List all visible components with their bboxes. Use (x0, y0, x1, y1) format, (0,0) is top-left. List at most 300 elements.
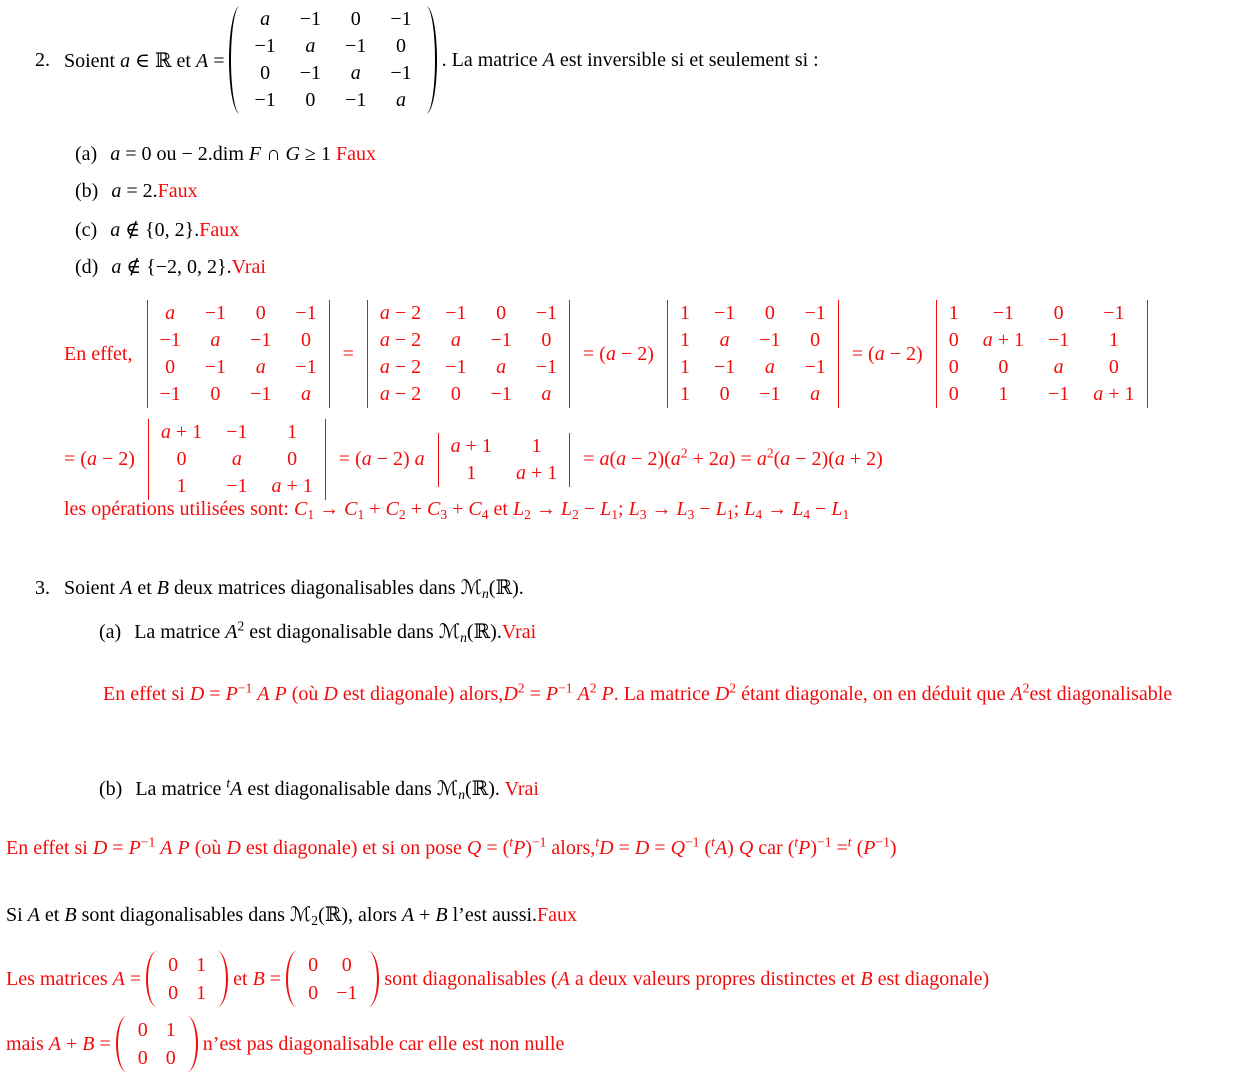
math-segment: L (831, 498, 843, 520)
matrix-cell: a − 2 (379, 383, 422, 405)
math-segment: − (810, 498, 832, 520)
math-segment: . La matrice (613, 683, 715, 705)
matrix-cell: −1 (804, 302, 826, 324)
matrix-cell: −1 (254, 35, 276, 57)
math-segment: A (225, 621, 238, 643)
matrix-cell: 1 (287, 421, 298, 443)
matrix-cell: 0 (998, 356, 1009, 378)
question-2-intro (35, 6, 819, 114)
math-segment: = (208, 49, 225, 72)
math-segment: n (481, 585, 489, 601)
math-segment: t (711, 834, 715, 850)
question-2-intro-text-pre (64, 48, 224, 73)
matrix-cell: 0 (168, 954, 179, 976)
math-segment: les opérations utilisées sont: (64, 498, 294, 520)
math-segment: A (160, 837, 173, 859)
math-segment: t (226, 775, 231, 791)
math-segment: 4 (481, 506, 489, 522)
matrix-cell: 0 (210, 383, 221, 405)
math-segment: ∉ {0, 2}. (120, 219, 200, 241)
math-segment: a (670, 448, 681, 470)
determinant-2 (367, 300, 570, 408)
verdict-badge: Faux (157, 180, 198, 202)
q3-item-b-explanation (6, 834, 897, 860)
q3-item-b (99, 776, 539, 801)
matrix-cell: a + 1 (450, 434, 492, 457)
math-segment: 1 (842, 506, 850, 522)
determinant-5-grid (149, 419, 325, 500)
math-segment: + (61, 1032, 83, 1055)
math-segment: −1 (685, 834, 700, 850)
matrix-cell: 0 (496, 302, 507, 324)
math-segment: B (860, 967, 873, 990)
matrix-cell: 0 (165, 356, 176, 378)
matrix-cell: 0 (948, 356, 959, 378)
factor-a-minus-2-a (339, 448, 425, 471)
math-segment: a (111, 256, 122, 278)
math-segment: (ℝ), alors (318, 904, 402, 926)
q3-item-a-explanation (103, 681, 1237, 708)
math-segment: → (762, 498, 793, 520)
matrix-cell: 0 (308, 954, 319, 976)
math-segment: 2 (729, 680, 737, 696)
matrix-cell: 1 (679, 302, 690, 324)
math-segment: A (577, 683, 590, 705)
matrix-cell: a − 2 (379, 302, 422, 324)
left-paren (286, 951, 297, 1007)
math-segment: C (385, 498, 399, 520)
counterexample-pre (6, 968, 141, 991)
matrix-cell: 0 (810, 329, 821, 351)
item-label: (d) (75, 256, 99, 278)
math-segment: étant diagonale, on en déduit que (736, 683, 1011, 705)
matrix-cell: a (1053, 356, 1064, 378)
item-body (110, 219, 199, 241)
math-segment: A (542, 48, 555, 71)
math-segment: a (780, 448, 791, 470)
math-segment: = ( (851, 342, 875, 365)
operations-text (64, 498, 849, 520)
matrix-cell: 1 (998, 383, 1009, 405)
math-segment: sont diagonalisables dans (76, 904, 290, 926)
matrix-cell: a + 1 (271, 475, 313, 497)
math-segment: + (405, 498, 427, 520)
matrix-cell: −1 (1047, 383, 1070, 405)
math-segment: a (756, 448, 767, 470)
matrix-cell: 1 (679, 329, 690, 351)
math-segment: −1 (817, 834, 832, 850)
matrix-cell: 0 (948, 329, 959, 351)
math-segment: t (509, 834, 514, 850)
math-segment: P (128, 837, 141, 859)
math-segment: = 0 ou − 2.dim (120, 143, 249, 165)
matrix-cell: 0 (764, 302, 775, 324)
math-segment: est diagonale) alors, (337, 683, 504, 705)
q3-sum-claim (6, 902, 577, 927)
matrix-cell: a (300, 383, 311, 405)
determinant-computation-line-2 (64, 419, 890, 500)
matrix-cell: −1 (336, 982, 358, 1004)
matrix-cell: a (350, 62, 361, 84)
matrix-cell: −1 (250, 329, 272, 351)
math-segment: (où (286, 683, 324, 705)
matrix-cell: a (210, 329, 221, 351)
matrix-cell: −1 (250, 383, 272, 405)
math-segment: 1 (307, 506, 315, 522)
math-segment: 2 (680, 445, 688, 461)
math-segment: a (361, 448, 372, 470)
verdict-badge: Vrai (501, 621, 537, 643)
math-segment: B (82, 1032, 95, 1055)
verdict-badge: Faux (199, 219, 240, 241)
math-segment: D (189, 683, 205, 705)
matrix-A-2x2 (146, 951, 228, 1007)
matrix-cell: 0 (137, 1019, 148, 1041)
math-segment: alors, (546, 837, 596, 859)
item-label: (a) (75, 143, 98, 165)
math-segment: 2 (572, 506, 579, 522)
math-segment: L (715, 498, 727, 520)
matrix-A-plus-B-2x2 (116, 1016, 198, 1072)
math-segment: ) = (728, 448, 757, 470)
det-bar (838, 300, 839, 408)
math-segment: a (718, 448, 729, 470)
math-segment: = (264, 967, 282, 990)
math-segment: = ( (583, 342, 606, 365)
math-segment: −1 (558, 680, 573, 696)
math-segment: ∉ {−2, 0, 2}. (121, 256, 232, 278)
math-segment: 4 (755, 506, 763, 522)
det-bar (329, 300, 330, 408)
math-segment: D (503, 683, 518, 705)
det-bar (569, 300, 570, 408)
math-segment: = (94, 1032, 111, 1055)
math-segment: A (48, 1032, 61, 1055)
math-segment: + (414, 904, 436, 926)
q3-item-a (99, 619, 536, 644)
math-segment: C (468, 498, 482, 520)
math-segment: . La matrice (441, 48, 543, 71)
matrix-cell: −1 (1103, 302, 1125, 324)
determinant-1 (147, 300, 330, 408)
math-segment: P (545, 683, 559, 705)
item-body (134, 618, 502, 645)
verdict-badge: Faux (335, 143, 376, 165)
math-segment: (ℝ). (464, 778, 505, 800)
math-segment: 2 (1022, 680, 1030, 696)
math-segment: = ( (64, 448, 87, 470)
math-segment: L (600, 498, 612, 520)
math-segment: P (513, 837, 526, 859)
counterexample-line-2 (6, 1016, 564, 1072)
final-factorization (583, 445, 883, 471)
item-label: (c) (75, 219, 98, 241)
math-segment: = 2. (121, 180, 158, 202)
matrix-cell: a − 2 (379, 356, 422, 378)
matrix-cell: 1 (466, 461, 477, 484)
matrix-cell: −1 (759, 329, 781, 351)
math-segment: + (447, 498, 469, 520)
math-segment: Soient (64, 577, 121, 599)
matrix-B-2x2 (286, 951, 379, 1007)
math-segment: ) (525, 837, 532, 859)
matrix-cell: 0 (1053, 302, 1064, 324)
matrix-cell: −1 (204, 302, 227, 324)
item-label: (a) (99, 621, 122, 643)
math-segment: ∈ ℝ et (130, 49, 196, 72)
matrix-cell: −1 (226, 421, 248, 443)
math-segment: La matrice (134, 621, 226, 643)
matrix-cell: −1 (254, 89, 276, 111)
matrix-cell: a (450, 329, 461, 351)
determinant-computation-line-1 (64, 300, 1154, 408)
matrix-cell: −1 (490, 383, 512, 405)
matrix-cell: 0 (541, 329, 552, 351)
matrix-cell: −1 (159, 383, 181, 405)
matrix-cell: 1 (679, 383, 690, 405)
matrix-cell: a − 2 (379, 329, 422, 351)
math-segment: → (314, 498, 345, 520)
matrix-cell: a (305, 35, 316, 57)
math-segment: C (293, 498, 308, 520)
matrix-A (229, 6, 436, 114)
math-segment: ℳ (460, 577, 482, 599)
matrix-cell: −1 (804, 356, 826, 378)
verdict-badge: Vrai (504, 778, 539, 800)
determinant-3 (667, 300, 839, 408)
math-segment: → (646, 498, 677, 520)
matrix-cell: 0 (260, 62, 271, 84)
matrix-cell: −1 (299, 8, 322, 30)
math-segment: = (524, 683, 546, 705)
math-segment: (où (189, 837, 227, 859)
math-segment: 1 (726, 506, 734, 522)
explanation-text (6, 834, 897, 859)
matrix-A-plus-B-grid (129, 1016, 185, 1072)
matrix-cell: −1 (295, 302, 317, 324)
operations-note (64, 498, 849, 521)
math-segment: n’est pas diagonalisable car elle est non nulle (202, 1032, 565, 1055)
math-segment: D (226, 837, 241, 859)
determinant-4 (936, 300, 1148, 408)
math-segment: −1 (140, 834, 156, 850)
math-segment: ; (618, 498, 629, 520)
math-segment: En effet si (103, 683, 190, 705)
explanation-text (103, 680, 1173, 705)
math-segment: 2 (589, 680, 597, 696)
math-segment: C (344, 498, 358, 520)
math-segment: 2 (524, 506, 531, 522)
matrix-cell: −1 (299, 62, 322, 84)
matrix-cell: −1 (445, 302, 467, 324)
math-segment: L (744, 498, 756, 520)
counterexample-mid (233, 968, 281, 991)
matrix-cell: 1 (948, 302, 959, 324)
math-segment: a (599, 448, 610, 470)
math-segment: et (233, 967, 253, 990)
item-label: (b) (99, 778, 123, 800)
math-segment: t (847, 834, 852, 850)
math-segment: t (794, 834, 799, 850)
left-paren (146, 951, 157, 1007)
math-segment: P (225, 683, 238, 705)
math-segment: a (616, 448, 627, 470)
math-segment: ; (733, 498, 745, 520)
math-segment: − (578, 498, 601, 520)
math-segment: sont diagonalisables ( (384, 967, 558, 990)
math-segment: 3 (639, 506, 647, 522)
matrix-cell: 1 (165, 1019, 176, 1041)
math-segment: P (863, 837, 876, 859)
math-segment: est diagonale) (872, 967, 990, 990)
math-segment: = (831, 837, 848, 859)
math-segment: = (613, 837, 635, 859)
math-segment: P (274, 683, 287, 705)
right-paren (368, 951, 379, 1007)
counterexample-post (384, 968, 989, 991)
math-segment: a deux valeurs propres distinctes et (569, 967, 861, 990)
matrix-cell: −1 (759, 383, 781, 405)
matrix-cell: 0 (395, 35, 406, 57)
matrix-cell: a (255, 356, 266, 378)
math-segment: 2 (517, 680, 525, 696)
matrix-cell: 0 (1108, 356, 1119, 378)
math-segment: a (86, 448, 97, 470)
math-segment: ( (851, 837, 864, 859)
math-segment: D (323, 683, 338, 705)
math-segment: B (64, 904, 77, 926)
math-segment: − 2) (96, 448, 135, 470)
math-segment: B (435, 904, 448, 926)
math-segment: est diagonale) et si on pose (240, 837, 467, 859)
determinant-4-grid (937, 300, 1147, 408)
math-segment: ( (699, 837, 712, 859)
math-segment: + 2) (844, 448, 883, 470)
math-segment: Q (466, 837, 482, 859)
math-segment: deux matrices diagonalisables dans (169, 577, 461, 599)
math-segment: ( (609, 448, 617, 470)
matrix-cell: −1 (535, 356, 558, 378)
math-segment: La matrice (135, 778, 227, 800)
math-segment: P (177, 837, 190, 859)
det-bar (325, 419, 326, 500)
math-segment: −1 (237, 680, 253, 696)
math-segment: − 2) (371, 448, 415, 470)
right-paren (187, 1016, 198, 1072)
math-segment: 1 (357, 506, 365, 522)
matrix-cell: 0 (305, 89, 316, 111)
math-segment: ) (727, 837, 739, 859)
math-segment: n (458, 786, 465, 802)
matrix-cell: 0 (450, 383, 461, 405)
item-body (111, 180, 157, 202)
matrix-B-2x2-grid (299, 951, 366, 1007)
equals-sign (343, 343, 354, 366)
math-segment: ) (889, 837, 897, 859)
math-segment: est diagonalisable (1029, 683, 1173, 705)
question-3-number: 3. (35, 577, 50, 599)
matrix-cell: −1 (159, 329, 181, 351)
math-segment: mais (6, 1032, 49, 1055)
math-segment: L (792, 498, 804, 520)
math-segment: a (874, 342, 885, 365)
math-segment: l’est aussi. (447, 904, 538, 926)
matrix-cell: 0 (300, 329, 311, 351)
math-segment: En effet si (6, 837, 93, 859)
matrix-cell: 1 (196, 954, 207, 976)
math-segment: Les matrices (6, 967, 113, 990)
matrix-A-2x2-grid (159, 951, 215, 1007)
matrix-cell: a (231, 448, 242, 470)
matrix-cell: a (719, 329, 730, 351)
factor-a-minus-2 (852, 343, 923, 366)
math-segment: ℳ (289, 904, 312, 926)
matrix-cell: −1 (390, 8, 412, 30)
matrix-cell: a (810, 383, 821, 405)
math-segment: a (605, 342, 616, 365)
matrix-cell: 0 (350, 8, 361, 30)
math-segment: + (364, 498, 386, 520)
matrix-cell: −1 (226, 475, 248, 497)
right-paren (217, 951, 228, 1007)
matrix-cell: 0 (948, 383, 959, 405)
matrix-cell: a + 1 (515, 461, 558, 484)
math-segment: 2 (311, 912, 319, 928)
determinant-3-grid (668, 300, 838, 408)
math-segment: = (649, 837, 671, 859)
math-segment: A (1010, 683, 1023, 705)
matrix-cell: a (395, 89, 406, 111)
question-3-intro (35, 575, 524, 600)
math-segment: est inversible si et seulement si : (554, 48, 819, 71)
question-3-intro-text (64, 577, 524, 599)
matrix-cell: 0 (719, 383, 730, 405)
math-segment: = (107, 837, 129, 859)
item-body (111, 256, 231, 278)
math-segment: D (92, 837, 108, 859)
math-segment: et (488, 498, 513, 520)
math-segment: −1 (531, 834, 547, 850)
factor-a-minus-2 (583, 343, 654, 366)
math-segment: ≥ 1 (300, 143, 336, 165)
math-segment: 2 (398, 506, 406, 522)
math-segment: F (248, 143, 262, 165)
item-body (110, 143, 336, 165)
math-segment: Q (670, 837, 686, 859)
math-segment: 1 (611, 506, 619, 522)
math-segment: − 2) (884, 342, 923, 365)
matrix-cell: 0 (168, 982, 179, 1004)
math-segment: P (798, 837, 811, 859)
matrix-cell: 0 (308, 982, 319, 1004)
math-segment: A (27, 904, 40, 926)
math-segment: n (460, 629, 467, 645)
math-segment: L (512, 498, 525, 520)
matrix-cell: −1 (445, 356, 467, 378)
factor-a-minus-2 (64, 448, 135, 471)
matrix-cell: a (260, 8, 271, 30)
claim-text (6, 904, 537, 926)
math-segment: L (560, 498, 573, 520)
math-segment: ∩ (261, 143, 286, 165)
determinant-6 (438, 433, 571, 487)
math-segment: A (557, 967, 570, 990)
q2-item-a (75, 143, 376, 166)
matrix-cell: a (541, 383, 552, 405)
matrix-cell: 0 (137, 1047, 148, 1069)
math-segment: = (342, 342, 354, 365)
determinant-2-grid (368, 300, 569, 408)
